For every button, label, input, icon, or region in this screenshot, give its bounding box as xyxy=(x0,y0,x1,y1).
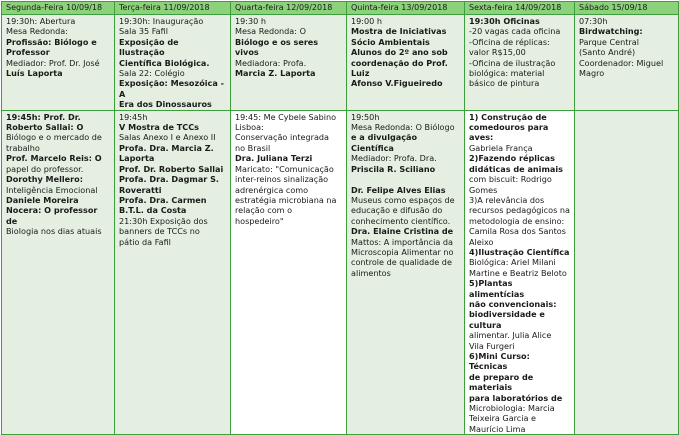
wednesday-talks-cell xyxy=(231,110,347,435)
cell-line: Daniele Moreira xyxy=(6,194,79,205)
cell-line: B.T.L. da Costa xyxy=(119,205,187,216)
cell-line: Professor xyxy=(6,47,50,58)
cell-line: 2)Fazendo réplicas xyxy=(469,153,555,164)
cell-line: Dra. Juliana Terzi xyxy=(235,153,313,164)
header-thursday: Quinta-feira 13/09/2018 xyxy=(347,2,465,15)
cell-line: Museus como espaços de xyxy=(351,194,455,205)
cell-line: Sala 35 Fafil xyxy=(119,26,168,37)
cell-line: Dorothy Mellero: xyxy=(6,174,83,185)
cell-line: 19:50h xyxy=(351,111,380,122)
cell-line: Microbiologia: Marcia xyxy=(469,403,555,414)
cell-line: básico de pintura xyxy=(469,78,540,89)
cell-line: Lisboa: xyxy=(235,122,264,133)
cell-line: Biológica: Ariel Milani xyxy=(469,257,556,268)
saturday-empty-cell xyxy=(575,110,679,435)
cell-line: 19:45: Me Cybele Sabino xyxy=(235,111,337,122)
cell-line: Parque Central xyxy=(579,36,639,47)
cell-line: controle de qualidade de xyxy=(351,257,452,268)
tuesday-talks-cell xyxy=(115,110,231,435)
cell-line: Magro xyxy=(579,68,605,79)
cell-line: hospedeiro" xyxy=(235,215,284,226)
cell-line: Mediadora: Profa. xyxy=(235,57,307,68)
cell-line: 1) Construção de xyxy=(469,111,547,122)
cell-line: Gomes xyxy=(469,184,498,195)
cell-line: Maricato: "Comunicação xyxy=(235,163,334,174)
cell-line: (Santo André) xyxy=(579,47,636,58)
cell-line: alimentar. Julia Alice xyxy=(469,330,552,341)
cell-line: Mattos: A importância da xyxy=(351,236,454,247)
cell-line: 19:45h: Prof. Dr. xyxy=(6,111,81,122)
cell-line: de preparo de materiais xyxy=(469,371,534,393)
cell-line: 19:30h: Abertura xyxy=(6,16,76,26)
cell-line: -20 vagas cada oficina xyxy=(469,26,561,37)
cell-line: Gabriela França xyxy=(469,142,533,153)
cell-line: alimentos xyxy=(351,267,391,278)
friday-workshops-cell xyxy=(465,110,575,435)
cell-line: Prof. Dr. Roberto Sallai xyxy=(119,163,224,174)
cell-line: papel do professor. xyxy=(6,163,84,174)
cell-line: Roveratti xyxy=(119,184,162,195)
cell-line: Sócio Ambientais xyxy=(351,36,430,47)
cell-line: com biscuit: Rodrigo xyxy=(469,174,552,185)
cell-line: Mesa Redonda: O Biólogo xyxy=(351,122,455,133)
header-tuesday: Terça-feira 11/09/2018 xyxy=(115,2,231,15)
friday-opening-cell xyxy=(465,15,575,111)
cell-line: educação e difusão do xyxy=(351,205,443,216)
cell-line: 4)Ilustração Científica xyxy=(469,246,570,257)
cell-line: Mesa Redonda: O xyxy=(235,26,306,37)
cell-line: Birdwatching: xyxy=(579,26,643,37)
cell-line: 3)A relevância dos xyxy=(469,194,545,205)
cell-line: V Mostra de TCCs xyxy=(119,122,199,133)
cell-line: Coordenador: Miguel xyxy=(579,57,664,68)
talks-row xyxy=(2,110,679,435)
cell-line: Luís Laporta xyxy=(6,68,63,79)
cell-line: Mediador: Prof. Dr. José xyxy=(6,57,100,68)
cell-line: Camila Rosa dos Santos xyxy=(469,226,566,237)
cell-line: coordenação do Prof. Luiz xyxy=(351,57,448,79)
cell-line: Biólogo e os seres vivos xyxy=(235,36,319,58)
cell-line: Biologia nos dias atuais xyxy=(6,226,102,237)
cell-line: Conservação integrada xyxy=(235,132,329,143)
cell-line: 19:30h: Inauguração xyxy=(119,16,204,26)
cell-line: e a divulgação Científica xyxy=(351,132,418,153)
cell-line: biodiversidade e cultura xyxy=(469,309,545,330)
cell-line: Profa. Dra. Marcia Z. xyxy=(119,142,214,153)
cell-line: metodologia de ensino: xyxy=(469,215,565,226)
cell-line: Era dos Dinossauros xyxy=(119,99,212,110)
cell-line: Sala 22: Colégio xyxy=(119,68,185,79)
cell-line: banners de TCCs no xyxy=(119,226,200,237)
cell-line: Biólogo e o mercado de xyxy=(6,132,102,143)
cell-line: no Brasil xyxy=(235,142,271,153)
cell-line: valor R$15,00 xyxy=(469,47,526,58)
cell-line: Vila Furgeri xyxy=(469,340,515,351)
evening-row xyxy=(2,15,679,111)
thursday-opening-cell xyxy=(347,15,465,111)
wednesday-opening-cell xyxy=(231,15,347,111)
cell-line: 5)Plantas alimentícias xyxy=(469,278,525,299)
cell-line: Prof. Marcelo Reis: O xyxy=(6,153,102,164)
cell-line: pátio da Fafil xyxy=(119,236,171,247)
header-wednesday: Quarta-feira 12/09/2018 xyxy=(231,2,347,15)
cell-line: Maurício Lima xyxy=(469,423,526,434)
header-saturday: Sábado 15/09/18 xyxy=(575,2,679,15)
cell-line: recursos pedagógicos na xyxy=(469,205,570,216)
cell-line: conhecimento científico. xyxy=(351,215,451,226)
header-monday: Segunda-Feira 10/09/18 xyxy=(2,2,115,15)
cell-line: Mostra de Iniciativas xyxy=(351,26,447,37)
cell-line: Inteligência Emocional xyxy=(6,184,98,195)
cell-line: Mesa Redonda: xyxy=(6,26,68,37)
cell-line xyxy=(351,174,460,184)
header-friday: Sexta-feira 14/09/2018 xyxy=(465,2,575,15)
cell-line: Dr. Felipe Alves Elias xyxy=(351,184,446,195)
cell-line: relação com o xyxy=(235,205,293,216)
thursday-talks-cell xyxy=(347,110,465,435)
cell-line: Priscila R. Sciliano xyxy=(351,163,436,174)
cell-line: 21:30h Exposição dos xyxy=(119,215,208,226)
cell-line: inter-reinos sinalização xyxy=(235,174,329,185)
cell-line: Dra. Elaine Cristina de xyxy=(351,226,454,237)
cell-line: Exposição: Mesozóica - A xyxy=(119,78,224,99)
tuesday-opening-cell xyxy=(115,15,231,111)
cell-line: Nocera: O professor de xyxy=(6,205,98,226)
cell-line: Profissão: Biólogo e xyxy=(6,36,97,47)
cell-line: para laboratórios de xyxy=(469,392,563,403)
cell-line: Alunos do 2º ano sob xyxy=(351,47,448,58)
cell-line: Roberto Sallai: O xyxy=(6,122,84,133)
monday-opening-cell xyxy=(2,15,115,111)
cell-line: Afonso V.Figueiredo xyxy=(351,78,443,89)
cell-line: 19:45h xyxy=(119,111,148,122)
cell-line: 19:30h Oficinas xyxy=(469,16,540,26)
schedule-table xyxy=(1,1,679,435)
cell-line: Laporta xyxy=(119,153,155,164)
cell-line: Mediador: Profa. Dra. xyxy=(351,153,437,164)
cell-line: 07:30h xyxy=(579,16,608,26)
cell-line: Científica Biológica. xyxy=(119,57,210,68)
cell-line: 19:30 h xyxy=(235,16,267,26)
cell-line: -Oficina de réplicas: xyxy=(469,36,550,47)
header-row xyxy=(2,2,679,15)
cell-line: Microscopia Alimentar no xyxy=(351,246,454,257)
cell-line: estratégia microbiana na xyxy=(235,194,337,205)
cell-line: comedouros para aves: xyxy=(469,122,549,143)
cell-line: Profa. Dra. Carmen xyxy=(119,194,207,205)
cell-line: 6)Mini Curso: Técnicas xyxy=(469,351,530,372)
cell-line: Teixeira Garcia e xyxy=(469,413,537,424)
cell-line: Marcia Z. Laporta xyxy=(235,68,316,79)
cell-line: trabalho xyxy=(6,142,40,153)
cell-line: Aleixo xyxy=(469,236,494,247)
saturday-opening-cell xyxy=(575,15,679,111)
cell-line: Profa. Dra. Dagmar S. xyxy=(119,174,220,185)
cell-line: Exposição de Ilustração xyxy=(119,36,179,58)
cell-line: biológica: material xyxy=(469,68,545,79)
cell-line: Martine e Beatriz Beloto xyxy=(469,267,567,278)
cell-line: Salas Anexo I e Anexo II xyxy=(119,132,216,143)
cell-line: não convencionais: xyxy=(469,298,557,309)
cell-line: -Oficina de ilustração xyxy=(469,57,556,68)
cell-line: didáticas de animais xyxy=(469,163,563,174)
cell-line: 19:00 h xyxy=(351,16,383,26)
monday-talks-cell xyxy=(2,110,115,435)
cell-line: adrenérgica como xyxy=(235,184,309,195)
